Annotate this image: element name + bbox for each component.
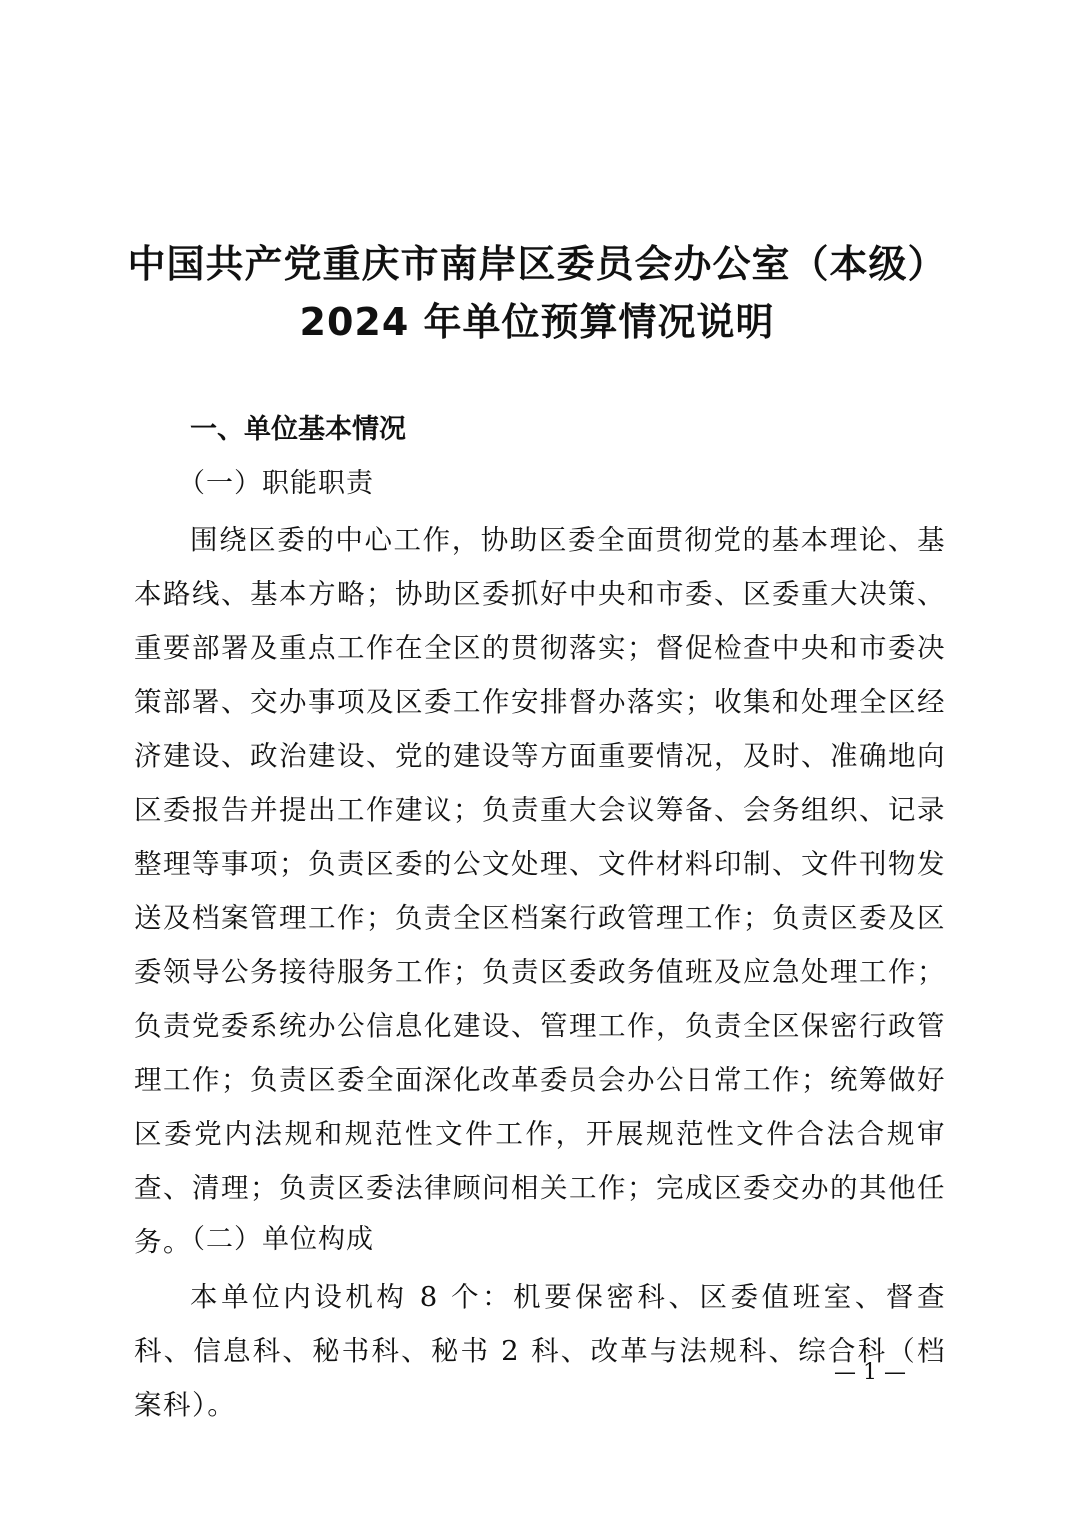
composition-paragraph: 本单位内设机构 8 个：机要保密科、区委值班室、督查科、信息科、秘书科、秘书 2 科、改革与法规科、综合科（档案科）。 [134,1281,946,1421]
section-heading-basic-info: 一、单位基本情况 [190,414,406,445]
document-title-line-1: 中国共产党重庆市南岸区委员会办公室（本级） [127,242,947,286]
page-number: — 1 — [834,1360,906,1385]
subsection-heading-functions: （一）职能职责 [178,468,374,499]
subsection-heading-composition: （二）单位构成 [178,1224,374,1255]
functions-paragraph: 围绕区委的中心工作，协助区委全面贯彻党的基本理论、基本路线、基本方略；协助区委抓好中央和市委、区委重大决策、重要部署及重点工作在全区的贯彻落实；督促检查中央和市委决策部署、交办事项及区委工作安排督办落实；收集和处理全区经济建设、政治建设、党的建设等方面重要情况，及时、准确地向区委报告并提出工作建议；负责重大会议筹备、会务组织、记录整理等事项；负责区委的公文处理、文件材料印制、文件刊物发送及档案管理工作；负责全区档案行政管理工作；负责区委及区委领导公务接待服务工作；负责区委政务值班及应急处理工作；负责党委系统办公信息化建设、管理工作，负责全区保密行政管理工作；负责区委全面深化改革委员会办公日常工作；统筹做好区委党内法规和规范性文件工作，开展规范性文件合法合规审查、清理；负责区委法律顾问相关工作；完成区委交办的其他任务。 [134,524,946,1258]
document-title-line-2: 2024 年单位预算情况说明 [299,300,775,344]
